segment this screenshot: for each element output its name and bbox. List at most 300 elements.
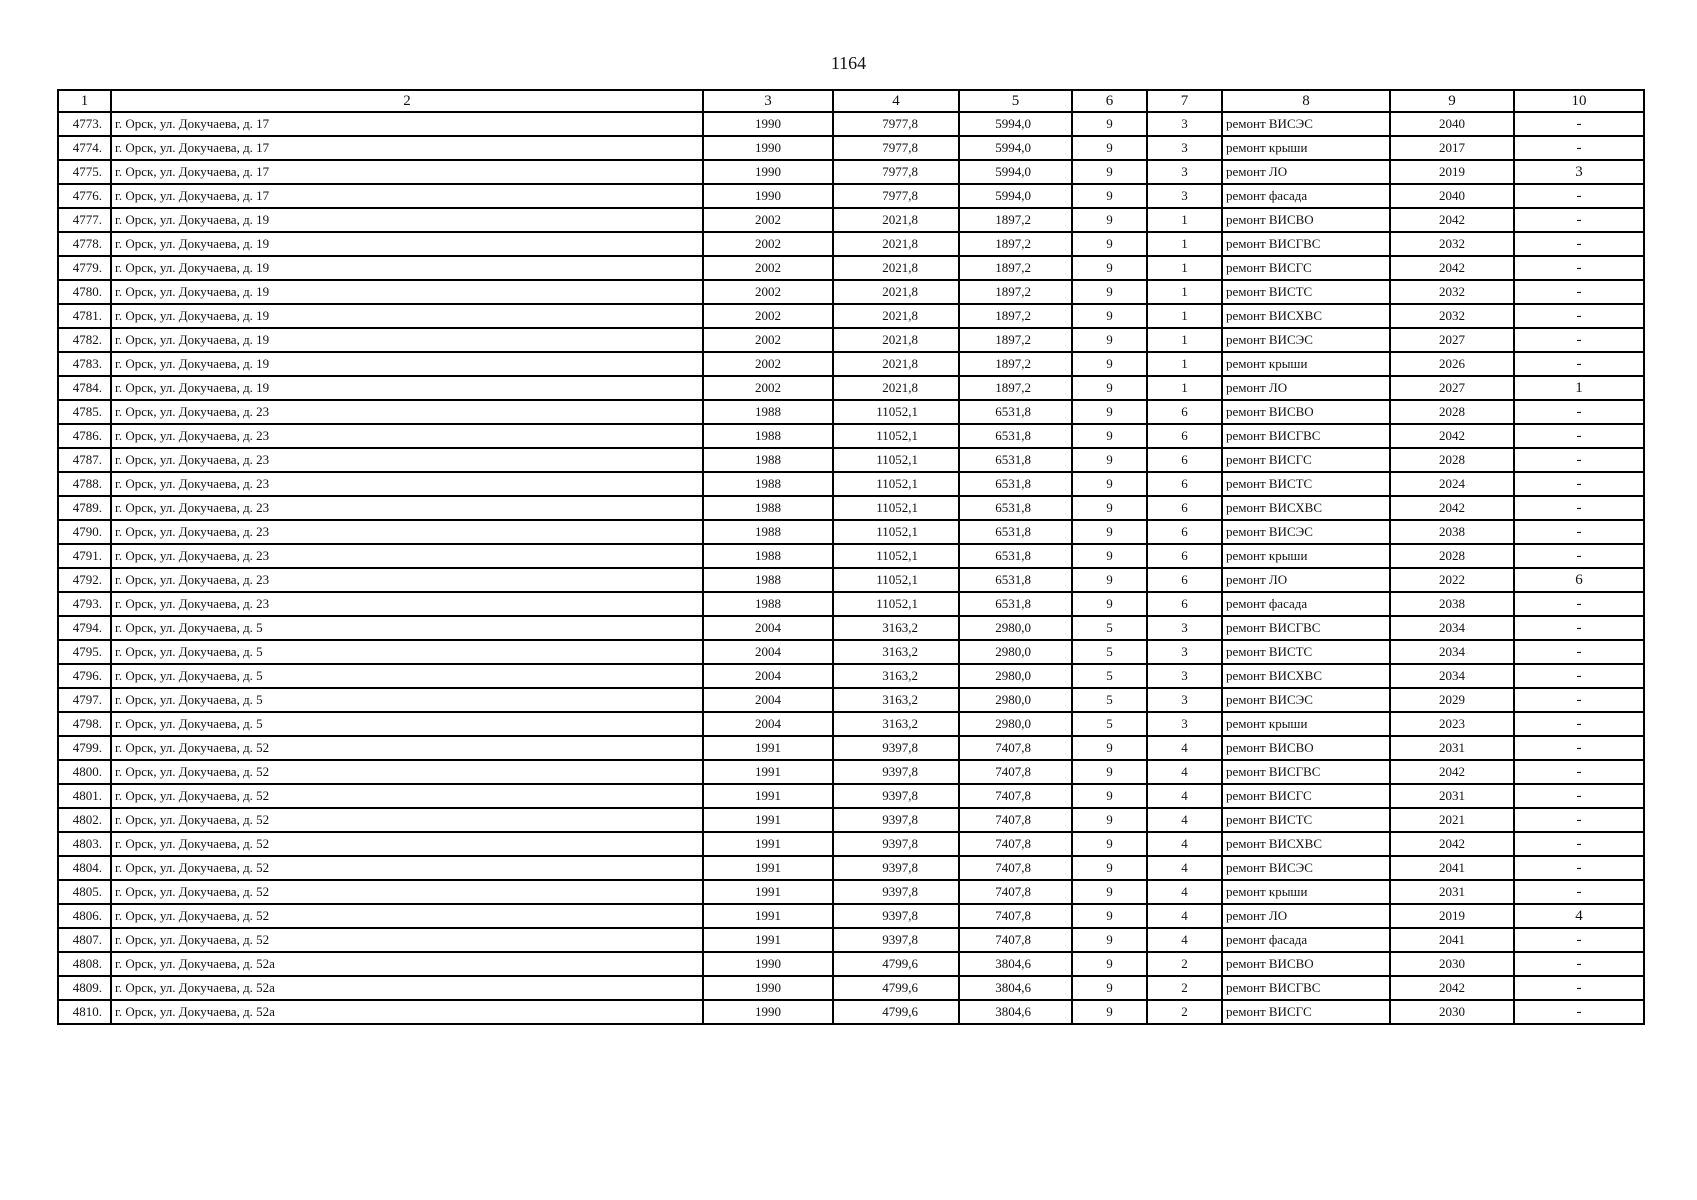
table-cell-col-10: 1 — [1514, 376, 1644, 400]
table-cell-col-9: 2017 — [1390, 136, 1514, 160]
table-cell-col-9: 2038 — [1390, 592, 1514, 616]
column-header-9: 9 — [1390, 90, 1514, 112]
table-cell-col-10: 4 — [1514, 904, 1644, 928]
table-cell-col-5: 6531,8 — [959, 472, 1072, 496]
table-cell-col-2: г. Орск, ул. Докучаева, д. 23 — [111, 520, 703, 544]
page-number: 1164 — [830, 53, 867, 73]
column-header-7: 7 — [1147, 90, 1222, 112]
table-cell-col-1: 4776. — [58, 184, 111, 208]
table-cell-col-6: 9 — [1072, 472, 1147, 496]
table-cell-col-8: ремонт крыши — [1222, 880, 1390, 904]
table-cell-col-8: ремонт крыши — [1222, 712, 1390, 736]
table-cell-col-1: 4793. — [58, 592, 111, 616]
table-cell-col-4: 2021,8 — [833, 328, 959, 352]
table-cell-col-8: ремонт ВИСГВС — [1222, 424, 1390, 448]
table-cell-col-9: 2032 — [1390, 280, 1514, 304]
table-cell-col-2: г. Орск, ул. Докучаева, д. 19 — [111, 352, 703, 376]
table-cell-col-9: 2042 — [1390, 208, 1514, 232]
table-row — [58, 976, 1644, 1000]
table-cell-col-3: 2002 — [703, 304, 833, 328]
table-cell-col-7: 6 — [1147, 472, 1222, 496]
table-cell-col-10: - — [1514, 232, 1644, 256]
table-cell-col-10: - — [1514, 832, 1644, 856]
table-cell-col-10: - — [1514, 1000, 1644, 1024]
table-cell-col-4: 9397,8 — [833, 808, 959, 832]
table-cell-col-8: ремонт фасада — [1222, 184, 1390, 208]
table-cell-col-3: 2002 — [703, 328, 833, 352]
table-cell-col-4: 7977,8 — [833, 136, 959, 160]
table-cell-col-2: г. Орск, ул. Докучаева, д. 5 — [111, 640, 703, 664]
table-cell-col-9: 2031 — [1390, 736, 1514, 760]
table-row — [58, 520, 1644, 544]
table-cell-col-4: 4799,6 — [833, 952, 959, 976]
table-cell-col-7: 1 — [1147, 328, 1222, 352]
table-cell-col-5: 5994,0 — [959, 160, 1072, 184]
column-header-6: 6 — [1072, 90, 1147, 112]
table-cell-col-3: 1991 — [703, 784, 833, 808]
table-cell-col-7: 6 — [1147, 520, 1222, 544]
table-cell-col-2: г. Орск, ул. Докучаева, д. 5 — [111, 712, 703, 736]
table-cell-col-7: 1 — [1147, 352, 1222, 376]
table-cell-col-7: 3 — [1147, 184, 1222, 208]
table-cell-col-6: 9 — [1072, 904, 1147, 928]
table-cell-col-9: 2028 — [1390, 448, 1514, 472]
table-cell-col-8: ремонт ВИСТС — [1222, 280, 1390, 304]
table-cell-col-6: 9 — [1072, 736, 1147, 760]
table-row — [58, 640, 1644, 664]
table-cell-col-4: 4799,6 — [833, 976, 959, 1000]
table-cell-col-1: 4782. — [58, 328, 111, 352]
table-row — [58, 352, 1644, 376]
table-cell-col-9: 2024 — [1390, 472, 1514, 496]
table-cell-col-8: ремонт ВИСГС — [1222, 784, 1390, 808]
table-cell-col-6: 9 — [1072, 304, 1147, 328]
table-cell-col-6: 9 — [1072, 520, 1147, 544]
table-cell-col-8: ремонт ЛО — [1222, 160, 1390, 184]
table-cell-col-9: 2031 — [1390, 784, 1514, 808]
table-cell-col-9: 2030 — [1390, 952, 1514, 976]
table-cell-col-1: 4794. — [58, 616, 111, 640]
table-cell-col-5: 6531,8 — [959, 448, 1072, 472]
table-cell-col-6: 9 — [1072, 424, 1147, 448]
table-cell-col-9: 2031 — [1390, 880, 1514, 904]
table-cell-col-4: 9397,8 — [833, 760, 959, 784]
table-cell-col-3: 1991 — [703, 760, 833, 784]
table-row — [58, 928, 1644, 952]
table-cell-col-1: 4779. — [58, 256, 111, 280]
table-cell-col-3: 1988 — [703, 424, 833, 448]
table-cell-col-1: 4798. — [58, 712, 111, 736]
table-cell-col-5: 1897,2 — [959, 352, 1072, 376]
table-cell-col-2: г. Орск, ул. Докучаева, д. 5 — [111, 616, 703, 640]
table-cell-col-8: ремонт ВИСГС — [1222, 448, 1390, 472]
table-cell-col-6: 9 — [1072, 352, 1147, 376]
table-cell-col-7: 4 — [1147, 928, 1222, 952]
table-cell-col-10: 6 — [1514, 568, 1644, 592]
table-cell-col-1: 4777. — [58, 208, 111, 232]
table-cell-col-2: г. Орск, ул. Докучаева, д. 52 — [111, 784, 703, 808]
table-cell-col-4: 2021,8 — [833, 208, 959, 232]
table-header — [58, 90, 1644, 112]
table-cell-col-4: 9397,8 — [833, 904, 959, 928]
table-cell-col-5: 6531,8 — [959, 496, 1072, 520]
table-cell-col-1: 4774. — [58, 136, 111, 160]
table-cell-col-7: 3 — [1147, 664, 1222, 688]
table-row — [58, 472, 1644, 496]
table-cell-col-5: 7407,8 — [959, 832, 1072, 856]
table-cell-col-1: 4804. — [58, 856, 111, 880]
table-cell-col-3: 2004 — [703, 688, 833, 712]
table-cell-col-4: 2021,8 — [833, 256, 959, 280]
table-cell-col-3: 1990 — [703, 976, 833, 1000]
table-cell-col-8: ремонт ВИСГВС — [1222, 616, 1390, 640]
table-cell-col-9: 2038 — [1390, 520, 1514, 544]
table-row — [58, 832, 1644, 856]
table-cell-col-10: - — [1514, 424, 1644, 448]
table-row — [58, 664, 1644, 688]
table-cell-col-10: - — [1514, 280, 1644, 304]
repair-schedule-table — [57, 89, 1645, 1025]
table-cell-col-9: 2042 — [1390, 760, 1514, 784]
table-cell-col-10: - — [1514, 856, 1644, 880]
table-cell-col-9: 2028 — [1390, 544, 1514, 568]
table-row — [58, 136, 1644, 160]
header-row — [58, 90, 1644, 112]
table-cell-col-3: 2002 — [703, 352, 833, 376]
table-cell-col-3: 1988 — [703, 400, 833, 424]
table-row — [58, 400, 1644, 424]
table-cell-col-4: 2021,8 — [833, 352, 959, 376]
table-cell-col-4: 11052,1 — [833, 400, 959, 424]
table-cell-col-7: 1 — [1147, 280, 1222, 304]
table-cell-col-9: 2042 — [1390, 496, 1514, 520]
table-cell-col-9: 2029 — [1390, 688, 1514, 712]
table-cell-col-6: 9 — [1072, 808, 1147, 832]
table-row — [58, 616, 1644, 640]
table-cell-col-7: 4 — [1147, 784, 1222, 808]
table-cell-col-1: 4801. — [58, 784, 111, 808]
table-cell-col-5: 7407,8 — [959, 736, 1072, 760]
table-cell-col-2: г. Орск, ул. Докучаева, д. 52 — [111, 808, 703, 832]
table-cell-col-1: 4786. — [58, 424, 111, 448]
table-cell-col-8: ремонт ВИСЭС — [1222, 112, 1390, 136]
table-cell-col-3: 2002 — [703, 376, 833, 400]
table-cell-col-3: 2002 — [703, 208, 833, 232]
table-row — [58, 184, 1644, 208]
table-cell-col-4: 11052,1 — [833, 592, 959, 616]
table-cell-col-8: ремонт ВИСЭС — [1222, 856, 1390, 880]
table-cell-col-1: 4806. — [58, 904, 111, 928]
table-cell-col-8: ремонт крыши — [1222, 136, 1390, 160]
table-cell-col-6: 9 — [1072, 208, 1147, 232]
table-cell-col-9: 2042 — [1390, 832, 1514, 856]
table-cell-col-1: 4799. — [58, 736, 111, 760]
table-row — [58, 808, 1644, 832]
table-cell-col-10: - — [1514, 448, 1644, 472]
table-cell-col-10: - — [1514, 136, 1644, 160]
table-cell-col-3: 2004 — [703, 640, 833, 664]
table-row — [58, 112, 1644, 136]
table-cell-col-2: г. Орск, ул. Докучаева, д. 19 — [111, 232, 703, 256]
table-cell-col-2: г. Орск, ул. Докучаева, д. 23 — [111, 592, 703, 616]
table-cell-col-10: - — [1514, 880, 1644, 904]
table-cell-col-8: ремонт ЛО — [1222, 376, 1390, 400]
table-cell-col-8: ремонт ВИСГВС — [1222, 232, 1390, 256]
table-cell-col-7: 3 — [1147, 136, 1222, 160]
table-cell-col-5: 1897,2 — [959, 208, 1072, 232]
table-cell-col-5: 7407,8 — [959, 808, 1072, 832]
table-cell-col-2: г. Орск, ул. Докучаева, д. 52а — [111, 952, 703, 976]
table-cell-col-6: 9 — [1072, 592, 1147, 616]
table-cell-col-10: - — [1514, 520, 1644, 544]
table-cell-col-1: 4805. — [58, 880, 111, 904]
table-cell-col-1: 4773. — [58, 112, 111, 136]
table-cell-col-1: 4791. — [58, 544, 111, 568]
table-cell-col-3: 1991 — [703, 928, 833, 952]
table-cell-col-1: 4796. — [58, 664, 111, 688]
table-cell-col-10: - — [1514, 928, 1644, 952]
table-row — [58, 232, 1644, 256]
table-cell-col-10: - — [1514, 352, 1644, 376]
table-cell-col-4: 9397,8 — [833, 856, 959, 880]
table-cell-col-1: 4789. — [58, 496, 111, 520]
table-cell-col-7: 4 — [1147, 904, 1222, 928]
table-cell-col-7: 4 — [1147, 808, 1222, 832]
table-cell-col-4: 9397,8 — [833, 784, 959, 808]
table-cell-col-7: 4 — [1147, 832, 1222, 856]
table-cell-col-3: 1990 — [703, 1000, 833, 1024]
table-cell-col-6: 9 — [1072, 280, 1147, 304]
table-cell-col-4: 2021,8 — [833, 280, 959, 304]
table-row — [58, 280, 1644, 304]
table-cell-col-6: 9 — [1072, 1000, 1147, 1024]
table-cell-col-7: 4 — [1147, 760, 1222, 784]
table-cell-col-10: - — [1514, 400, 1644, 424]
table-cell-col-1: 4802. — [58, 808, 111, 832]
table-cell-col-1: 4775. — [58, 160, 111, 184]
table-cell-col-6: 9 — [1072, 256, 1147, 280]
table-cell-col-1: 4800. — [58, 760, 111, 784]
table-cell-col-5: 7407,8 — [959, 856, 1072, 880]
table-cell-col-10: - — [1514, 544, 1644, 568]
table-cell-col-1: 4783. — [58, 352, 111, 376]
table-cell-col-3: 1991 — [703, 880, 833, 904]
table-cell-col-9: 2041 — [1390, 928, 1514, 952]
table-row — [58, 1000, 1644, 1024]
table-cell-col-8: ремонт ВИСГС — [1222, 1000, 1390, 1024]
table-row — [58, 880, 1644, 904]
table-cell-col-5: 7407,8 — [959, 904, 1072, 928]
table-cell-col-1: 4809. — [58, 976, 111, 1000]
table-cell-col-10: - — [1514, 640, 1644, 664]
table-cell-col-3: 2002 — [703, 256, 833, 280]
table-cell-col-4: 9397,8 — [833, 736, 959, 760]
table-cell-col-4: 3163,2 — [833, 616, 959, 640]
table-cell-col-4: 7977,8 — [833, 184, 959, 208]
table-row — [58, 448, 1644, 472]
table-cell-col-4: 4799,6 — [833, 1000, 959, 1024]
table-cell-col-10: - — [1514, 784, 1644, 808]
table-cell-col-3: 1990 — [703, 112, 833, 136]
table-cell-col-8: ремонт ВИСЭС — [1222, 520, 1390, 544]
table-cell-col-8: ремонт ВИСЭС — [1222, 688, 1390, 712]
table-cell-col-5: 1897,2 — [959, 328, 1072, 352]
table-cell-col-3: 1990 — [703, 160, 833, 184]
table-cell-col-3: 1991 — [703, 736, 833, 760]
table-cell-col-4: 9397,8 — [833, 880, 959, 904]
table-cell-col-5: 1897,2 — [959, 304, 1072, 328]
table-cell-col-9: 2028 — [1390, 400, 1514, 424]
table-cell-col-4: 11052,1 — [833, 520, 959, 544]
table-cell-col-5: 6531,8 — [959, 400, 1072, 424]
table-row — [58, 952, 1644, 976]
table-cell-col-2: г. Орск, ул. Докучаева, д. 19 — [111, 256, 703, 280]
table-cell-col-3: 1988 — [703, 592, 833, 616]
table-cell-col-3: 1988 — [703, 472, 833, 496]
table-cell-col-7: 1 — [1147, 208, 1222, 232]
table-cell-col-3: 1991 — [703, 832, 833, 856]
table-cell-col-9: 2021 — [1390, 808, 1514, 832]
table-cell-col-9: 2040 — [1390, 112, 1514, 136]
table-row — [58, 904, 1644, 928]
table-cell-col-7: 1 — [1147, 304, 1222, 328]
table-cell-col-4: 3163,2 — [833, 664, 959, 688]
table-cell-col-2: г. Орск, ул. Докучаева, д. 23 — [111, 496, 703, 520]
table-cell-col-6: 9 — [1072, 184, 1147, 208]
table-cell-col-9: 2034 — [1390, 664, 1514, 688]
table-cell-col-4: 3163,2 — [833, 712, 959, 736]
table-cell-col-9: 2032 — [1390, 232, 1514, 256]
table-cell-col-9: 2032 — [1390, 304, 1514, 328]
table-cell-col-5: 6531,8 — [959, 592, 1072, 616]
table-row — [58, 688, 1644, 712]
table-row — [58, 256, 1644, 280]
table-cell-col-10: - — [1514, 664, 1644, 688]
table-cell-col-8: ремонт ВИСГВС — [1222, 760, 1390, 784]
table-cell-col-6: 9 — [1072, 448, 1147, 472]
table-cell-col-4: 2021,8 — [833, 376, 959, 400]
table-cell-col-6: 9 — [1072, 544, 1147, 568]
table-cell-col-2: г. Орск, ул. Докучаева, д. 23 — [111, 544, 703, 568]
table-cell-col-4: 11052,1 — [833, 544, 959, 568]
table-cell-col-7: 2 — [1147, 976, 1222, 1000]
table-cell-col-3: 1988 — [703, 496, 833, 520]
table-row — [58, 328, 1644, 352]
table-row — [58, 712, 1644, 736]
table-cell-col-6: 9 — [1072, 952, 1147, 976]
table-cell-col-3: 2004 — [703, 664, 833, 688]
table-cell-col-3: 1991 — [703, 904, 833, 928]
table-cell-col-9: 2034 — [1390, 640, 1514, 664]
table-cell-col-3: 1988 — [703, 544, 833, 568]
table-cell-col-1: 4790. — [58, 520, 111, 544]
table-row — [58, 376, 1644, 400]
table-cell-col-1: 4780. — [58, 280, 111, 304]
table-cell-col-2: г. Орск, ул. Докучаева, д. 19 — [111, 328, 703, 352]
table-cell-col-7: 2 — [1147, 952, 1222, 976]
table-cell-col-1: 4787. — [58, 448, 111, 472]
table-body — [58, 112, 1644, 1024]
table-cell-col-10: - — [1514, 760, 1644, 784]
table-cell-col-7: 3 — [1147, 688, 1222, 712]
table-cell-col-10: - — [1514, 736, 1644, 760]
table-cell-col-7: 3 — [1147, 160, 1222, 184]
table-cell-col-8: ремонт ВИСХВС — [1222, 304, 1390, 328]
table-cell-col-5: 6531,8 — [959, 544, 1072, 568]
column-header-1: 1 — [58, 90, 111, 112]
table-cell-col-4: 2021,8 — [833, 304, 959, 328]
table-cell-col-9: 2040 — [1390, 184, 1514, 208]
table-cell-col-7: 1 — [1147, 376, 1222, 400]
table-cell-col-8: ремонт ВИСЭС — [1222, 328, 1390, 352]
table-cell-col-8: ремонт ЛО — [1222, 568, 1390, 592]
table-cell-col-5: 7407,8 — [959, 928, 1072, 952]
table-row — [58, 856, 1644, 880]
table-cell-col-5: 7407,8 — [959, 784, 1072, 808]
table-cell-col-4: 11052,1 — [833, 472, 959, 496]
table-cell-col-7: 6 — [1147, 400, 1222, 424]
table-cell-col-5: 6531,8 — [959, 424, 1072, 448]
column-header-3: 3 — [703, 90, 833, 112]
table-cell-col-5: 2980,0 — [959, 688, 1072, 712]
table-cell-col-1: 4807. — [58, 928, 111, 952]
table-cell-col-6: 9 — [1072, 136, 1147, 160]
table-cell-col-7: 3 — [1147, 640, 1222, 664]
table-cell-col-2: г. Орск, ул. Докучаева, д. 52а — [111, 1000, 703, 1024]
table-cell-col-9: 2019 — [1390, 904, 1514, 928]
table-cell-col-9: 2030 — [1390, 1000, 1514, 1024]
table-cell-col-7: 4 — [1147, 856, 1222, 880]
table-cell-col-4: 3163,2 — [833, 688, 959, 712]
table-cell-col-5: 5994,0 — [959, 184, 1072, 208]
column-header-2: 2 — [111, 90, 703, 112]
table-cell-col-9: 2023 — [1390, 712, 1514, 736]
table-cell-col-2: г. Орск, ул. Докучаева, д. 17 — [111, 160, 703, 184]
table-cell-col-6: 5 — [1072, 664, 1147, 688]
table-cell-col-1: 4795. — [58, 640, 111, 664]
table-cell-col-9: 2022 — [1390, 568, 1514, 592]
table-cell-col-2: г. Орск, ул. Докучаева, д. 19 — [111, 376, 703, 400]
table-row — [58, 496, 1644, 520]
table-cell-col-5: 6531,8 — [959, 568, 1072, 592]
table-cell-col-8: ремонт ВИСВО — [1222, 736, 1390, 760]
table-cell-col-5: 6531,8 — [959, 520, 1072, 544]
table-cell-col-1: 4788. — [58, 472, 111, 496]
table-cell-col-2: г. Орск, ул. Докучаева, д. 52 — [111, 856, 703, 880]
table-cell-col-5: 3804,6 — [959, 1000, 1072, 1024]
table-cell-col-5: 7407,8 — [959, 880, 1072, 904]
table-cell-col-1: 4778. — [58, 232, 111, 256]
column-header-10: 10 — [1514, 90, 1644, 112]
table-cell-col-10: 3 — [1514, 160, 1644, 184]
table-row — [58, 544, 1644, 568]
table-cell-col-5: 1897,2 — [959, 232, 1072, 256]
table-cell-col-6: 9 — [1072, 760, 1147, 784]
table-cell-col-5: 5994,0 — [959, 136, 1072, 160]
table-cell-col-7: 3 — [1147, 712, 1222, 736]
table-row — [58, 568, 1644, 592]
table-cell-col-7: 6 — [1147, 496, 1222, 520]
table-cell-col-7: 1 — [1147, 232, 1222, 256]
table-row — [58, 208, 1644, 232]
table-cell-col-10: - — [1514, 472, 1644, 496]
table-cell-col-1: 4784. — [58, 376, 111, 400]
table-cell-col-5: 1897,2 — [959, 376, 1072, 400]
table-row — [58, 760, 1644, 784]
table-row — [58, 304, 1644, 328]
table-cell-col-2: г. Орск, ул. Докучаева, д. 52 — [111, 928, 703, 952]
table-cell-col-10: - — [1514, 616, 1644, 640]
